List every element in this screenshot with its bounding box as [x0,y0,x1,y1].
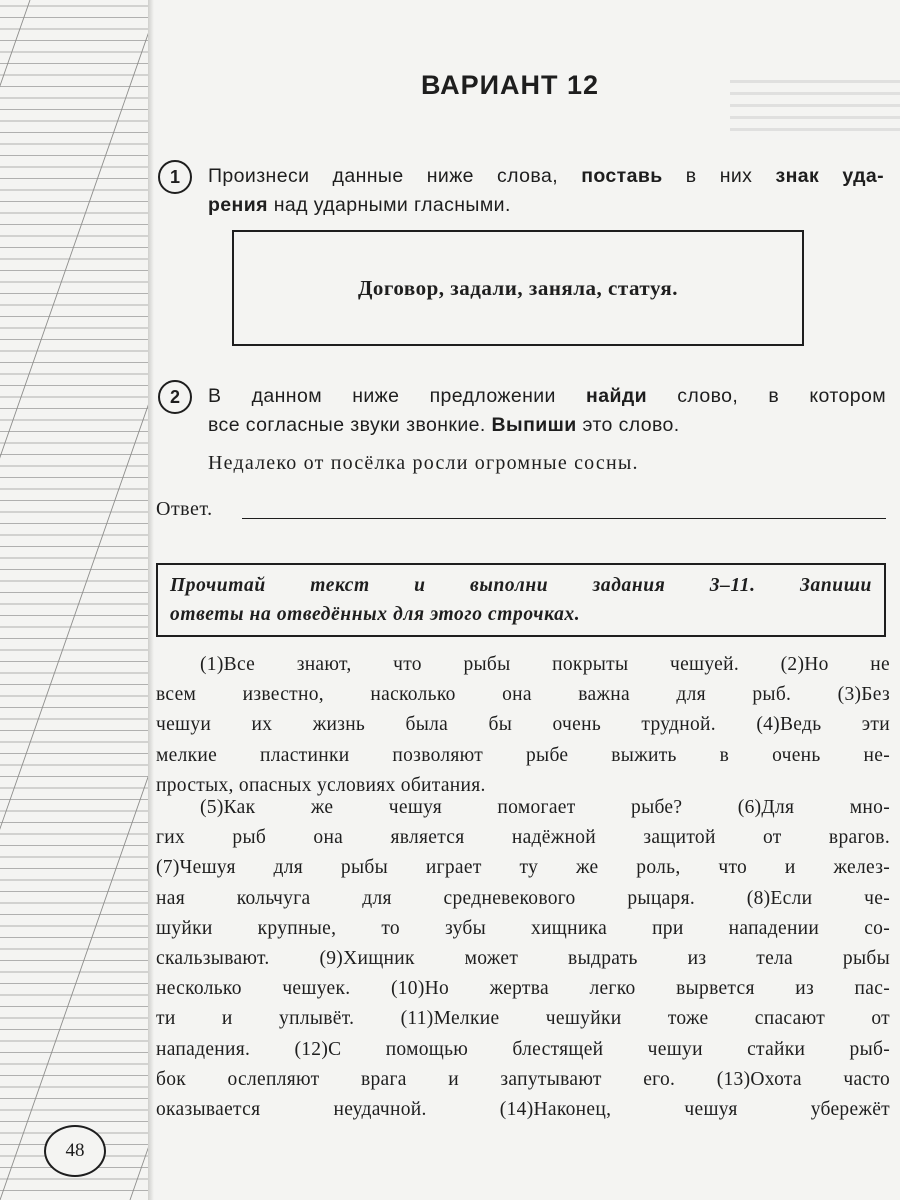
task-2-sentence: Недалеко от посёлка росли огромные сосны. [208,452,639,474]
task-2-line-1: В данном ниже предложении найди слово, в котором [208,385,887,407]
instruction-line-2: ответы на отведённых для этого строчках. [170,604,581,625]
instruction-line-1: Прочитай текст и выполни задания 3–11. Запиши [170,575,872,596]
page-number: 48 [44,1125,106,1177]
margin-slant [0,0,148,1200]
answer-line[interactable] [242,518,886,519]
task-2-line-2: все согласные звуки звонкие. Выпиши это слово. [208,414,680,436]
margin-slant [0,0,30,1200]
task-1-line-1: Произнеси данные ниже слова, поставь в них знак уда- [208,165,884,187]
task-1-number: 1 [158,160,192,194]
passage-line: скальзывают. (9)Хищник может выдрать из тела рыбы [156,948,890,970]
instruction-box [156,563,886,637]
passage-paragraph-1 [156,650,890,801]
passage-line: простых, опасных условиях обитания. [156,774,486,796]
passage-line: оказывается неудачной. (14)Наконец, чешуя убережёт [156,1099,890,1121]
passage-line: всем известно, насколько она важна для рыб. (3)Без [156,684,890,706]
passage-line: гих рыб она является надёжной защитой от врагов. [156,827,890,849]
answer-label: Ответ. [156,498,213,520]
page-fold [148,0,154,1200]
task-1-words-box [232,230,804,346]
task-1-prompt [208,162,884,220]
margin-slant [0,0,148,1200]
task-2-number: 2 [158,380,192,414]
passage-line: (7)Чешуя для рыбы играет ту же роль, что и желез- [156,857,890,879]
passage-line: нападения. (12)С помощью блестящей чешуи стайки рыб- [156,1038,890,1060]
passage-line: (1)Все знают, что рыбы покрыты чешуей. (2)Но не [200,654,890,675]
task-2-prompt [208,382,886,440]
passage-line: чешуи их жизнь была бы очень трудной. (4)Ведь эти [156,714,890,736]
task-1-words: Договор, задали, заняла, статуя. [357,275,679,300]
passage-line: (5)Как же чешуя помогает рыбе? (6)Для мно- [200,797,890,818]
passage-line: несколько чешуек. (10)Но жертва легко вырвется из пас- [156,978,890,1000]
passage-line: шуйки крупные, то зубы хищника при нападении со- [156,917,890,939]
passage-line: ная кольчуга для средневекового рыцаря. (8)Если че- [156,887,890,909]
passage-paragraph-2 [156,793,890,1125]
page-title: ВАРИАНТ 12 [420,70,600,100]
passage-line: бок ослепляют врага и запутывают его. (13)Охота часто [156,1068,890,1090]
task-1-line-2: рения над ударными гласными. [208,194,511,216]
passage-line: мелкие пластинки позволяют рыбе выжить в очень не- [156,744,890,766]
passage-line: ти и уплывёт. (11)Мелкие чешуйки тоже спасают от [156,1008,890,1030]
margin-slant [130,0,148,1200]
margin-slant [0,0,148,1200]
lined-margin [0,0,148,1200]
bleed-through [730,80,900,140]
